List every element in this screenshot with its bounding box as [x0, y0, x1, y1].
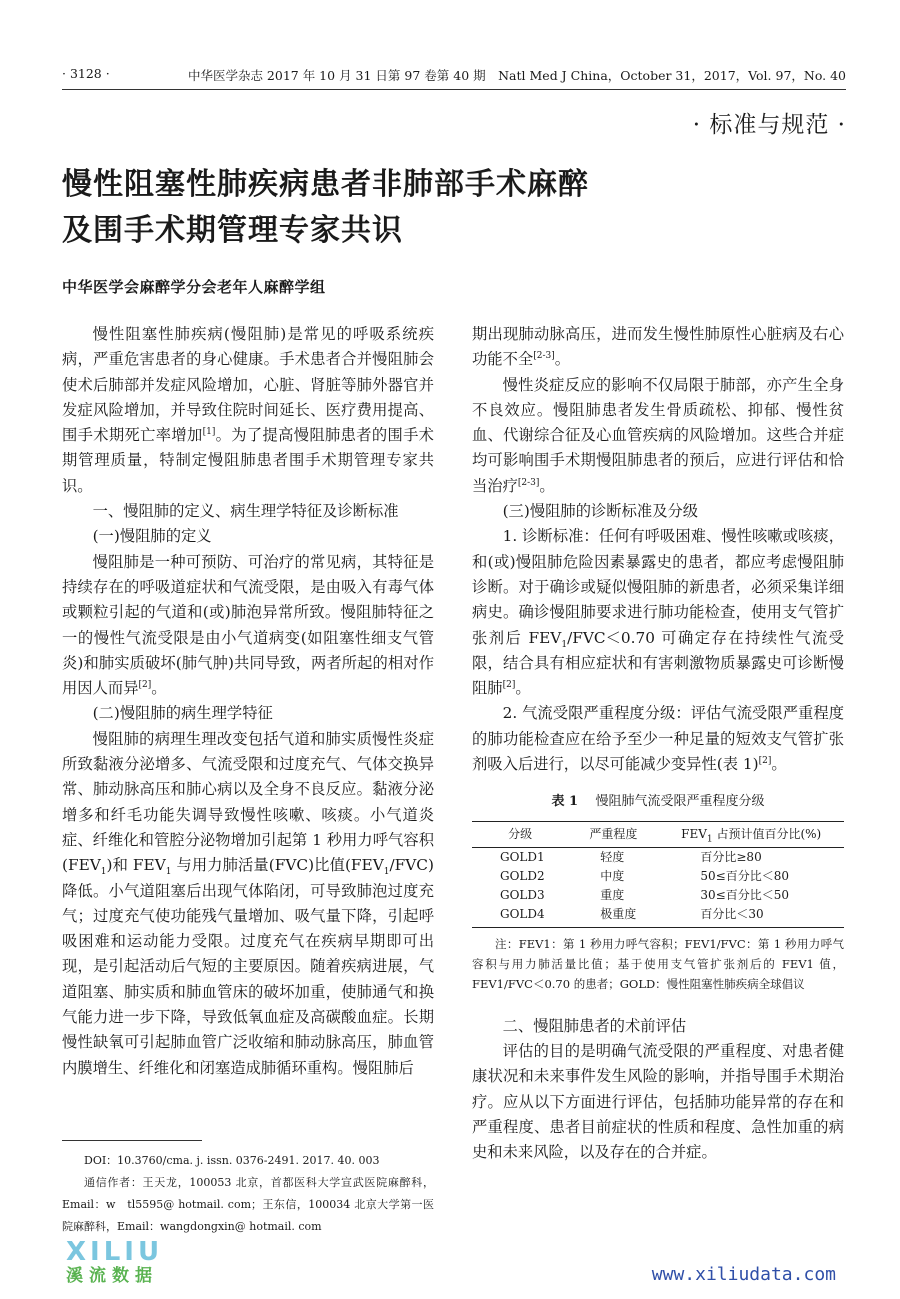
table-title: 慢阻肺气流受限严重程度分级 [595, 794, 765, 810]
watermark-url: www.xiliudata.com [651, 1264, 836, 1285]
table-row: GOLD3 重度 30≤百分比＜50 [500, 887, 789, 902]
table-row: GOLD2 中度 50≤百分比＜80 [500, 868, 789, 883]
table-caption [472, 789, 844, 814]
footnotes [62, 1150, 434, 1238]
doi-line: DOI：10.3760/cma. j. issn. 0376-2491. 2017. 40. 003 [84, 1154, 380, 1167]
page-number: · 3128 · [62, 66, 110, 81]
continued-paragraph: 期出现肺动脉高压，进而发生慢性肺原性心脏病及右心功能不全[2-3]。 [472, 325, 844, 369]
severity-table [472, 821, 844, 928]
author-group: 中华医学会麻醉学分会老年人麻醉学组 [62, 278, 326, 296]
table-label: 表 1 [551, 794, 579, 810]
header-grade: 分级 [472, 821, 568, 847]
header-fev1-percent: $FEV_1$ 占预计值百分比(%) [658, 821, 844, 847]
table-row: GOLD1 轻度 百分比≥80 [500, 849, 762, 864]
section-heading-2: 二、慢阻肺患者的术前评估 [502, 1016, 687, 1035]
xiliu-logo [66, 1238, 206, 1288]
header-severity: 严重程度 [568, 821, 658, 847]
journal-citation: 中华医学杂志 2017 年 10 月 31 日第 97 卷第 40 期 Natl Med J China，October 31，2017，Vol. 97，No. 40 [187, 68, 846, 83]
citation-ref: [2-3] [533, 351, 555, 362]
footnote-divider [62, 1140, 202, 1141]
running-header [62, 66, 846, 88]
article-title [62, 162, 842, 254]
assessment-paragraph: 评估的目的是明确气流受限的严重程度、对患者健康状况和未来事件发生风险的影响，并指导围手术期治疗。应从以下方面进行评估，包括肺功能异常的存在和严重程度、患者目前症状的性质和程度、急性加重的病史和未来风险，以及存在的合并症。 [472, 1041, 844, 1162]
citation-ref: [1] [202, 427, 216, 438]
subsection-heading-definition: (一)慢阻肺的定义 [92, 527, 212, 546]
right-column [472, 322, 844, 1165]
intro-paragraph: 慢性阻塞性肺疾病(慢阻肺)是常见的呼吸系统疾病，严重危害患者的身心健康。手术患者合并慢阻肺会使术后肺部并发症风险增加，心脏、肾脏等肺外器官并发症风险增加，并导致住院时间延长、医疗费用提高、围手术期死亡率增加[1]。为了提高慢阻肺患者的围手术期管理质量，特制定慢阻肺患者围手术期管理专家共识。 [62, 325, 434, 495]
table-note: 注：FEV1：第 1 秒用力呼气容积；FEV1/FVC：第 1 秒用力呼气容积与用力肺活量比值；基于使用支气管扩张剂后的 FEV1 值，FEV1/FVC＜0.70 的患者；GOLD：慢性阻塞性肺疾病全球倡议 [472, 936, 844, 991]
header-divider [62, 89, 846, 90]
grading-paragraph: 2. 气流受限严重程度分级：评估气流受限严重程度的肺功能检查应在给予至少一种足量的短效支气管扩张剂吸入后进行，以尽可能减少变异性(表 1)[2]。 [472, 704, 844, 774]
definition-paragraph: 慢阻肺是一种可预防、可治疗的常见病，其特征是持续存在的呼吸道症状和气流受限，是由吸入有毒气体或颗粒引起的气道和(或)肺泡异常所致。慢阻肺特征之一的慢性气流受限是由小气道病变(如阻塞性细支气管炎)和肺实质破坏(肺气肿)共同导致，两者所起的相对作用因人而异[2]。 [62, 552, 434, 698]
inflammation-paragraph: 慢性炎症反应的影响不仅局限于肺部，亦产生全身不良效应。慢阻肺患者发生骨质疏松、抑郁、慢性贫血、代谢综合征及心血管疾病的风险增加。这些合并症均可影响围手术期慢阻肺患者的预后，应进行评估和恰当治疗[2-3]。 [472, 375, 844, 495]
logo-chinese: 溪流数据 [66, 1266, 158, 1286]
subsection-heading-diagnosis: (三)慢阻肺的诊断标准及分级 [502, 502, 699, 521]
title-line-1: 慢性阻塞性肺疾病患者非肺部手术麻醉 [62, 167, 589, 202]
citation-ref: [2] [758, 755, 772, 766]
citation-ref: [2] [138, 680, 152, 691]
pathophysiology-paragraph: 慢阻肺的病理生理改变包括气道和肺实质慢性炎症所致黏液分泌增多、气流受限和过度充气、气体交换异常、肺动脉高压和肺心病以及全身不良反应。黏液分泌增多和纤毛功能失调导致慢性咳嗽、咳痰。小气道炎症、纤维化和管腔分泌物增加引起第 1 秒用力呼气容积$(FEV_1)$和 $FEV_1$ 与用力肺活量(FVC)比值$(FEV_1/FVC)$降低。小气道阻塞后出现气体陷闭，可导致肺泡过度充气；过度充气使功能残气量增加、吸气量下降，引起呼吸困难和运动能力受限。过度充气在疾病早期即可出现，是引起活动后气短的主要原因。随着疾病进展，气道阻塞、肺实质和肺血管床的破坏加重，使肺通气和换气能力进一步下降，导致低氧血症及高碳酸血症。长期慢性缺氧可引起肺血管广泛收缩和肺动脉高压，肺血管内膜增生、纤维化和闭塞造成肺循环重构。慢阻肺后 [62, 729, 434, 1077]
left-column [62, 322, 434, 1081]
diagnosis-paragraph: 1. 诊断标准：任何有呼吸困难、慢性咳嗽或咳痰，和(或)慢阻肺危险因素暴露史的患者，都应考虑慢阻肺诊断。对于确诊或疑似慢阻肺的新患者，必须采集详细病史。确诊慢阻肺要求进行肺功能检查，使用支气管扩张剂后 $FEV_1/FVC<0.70$ 可确定存在持续性气流受限，结合具有相应症状和有害刺激物质暴露史可诊断慢阻肺[2]。 [472, 527, 844, 698]
citation-ref: [2] [502, 680, 516, 691]
table-header-row [472, 821, 844, 847]
citation-ref: [2-3] [517, 477, 540, 488]
section-heading-1: 一、慢阻肺的定义、病生理学特征及诊断标准 [92, 502, 399, 521]
subsection-heading-pathophysiology: (二)慢阻肺的病生理学特征 [92, 704, 273, 723]
table-row: GOLD4 极重度 百分比＜30 [472, 905, 844, 928]
corresponding-author: 通信作者：王天龙，100053 北京，首都医科大学宣武医院麻醉科，Email：w tl5595@ hotmail. com；王东信，100034 北京大学第一医院麻醉科，Email：wangdongxin@ hotmail. com [62, 1176, 434, 1233]
section-tag: · 标准与规范 · [692, 112, 846, 138]
title-line-2: 及围手术期管理专家共识 [62, 213, 403, 248]
logo-wordmark: XILIU [66, 1237, 164, 1267]
